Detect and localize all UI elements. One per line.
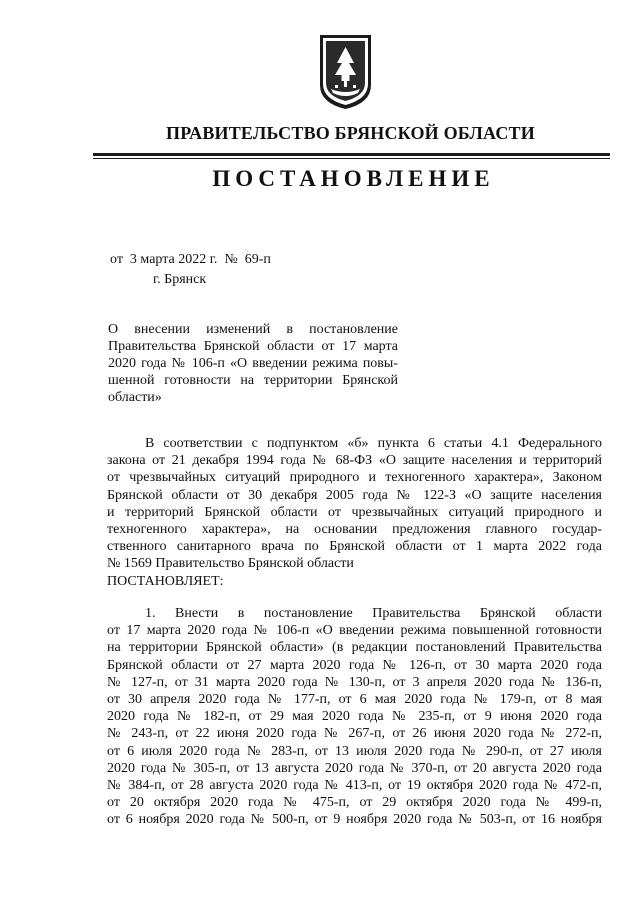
item-1-line: от 6 ноября 2020 года № 500-п, от 9 ноября 2020 года № 503-п, от 16 ноября: [107, 812, 602, 828]
document-subject: [108, 321, 398, 406]
preamble-paragraph: [107, 435, 602, 590]
item-1-line: 2020 года № 305-п, от 13 августа 2020 года № 370-п, от 20 августа 2020 года: [107, 760, 602, 776]
preamble-line: от чрезвычайных ситуаций природного и техногенного характера», Законом: [107, 470, 602, 486]
document-type-title: ПОСТАНОВЛЕНИЕ: [212, 166, 495, 191]
subject-line: области»: [108, 390, 162, 405]
preamble-line: № 1569 Правительство Брянской области: [107, 556, 354, 572]
subject-line: О внесении изменений в постановление: [108, 322, 398, 337]
subject-line: Правительства Брянской области от 17 марта: [108, 339, 398, 354]
header-rule-thin: [93, 158, 610, 159]
subject-line: 2020 года № 106-п «О введении режима повы-: [108, 356, 398, 371]
item-1-line: от 17 марта 2020 года № 106-п «О введении режима повышенной готовности: [107, 623, 602, 639]
item-1-line: от 30 апреля 2020 года № 177-п, от 6 мая 2020 года № 179-п, от 8 мая: [107, 692, 602, 708]
item-1-line: на территории Брянской области» (в редакции постановлений Правительства: [107, 640, 602, 656]
government-name: ПРАВИТЕЛЬСТВО БРЯНСКОЙ ОБЛАСТИ: [166, 123, 535, 143]
item-1-line: 1. Внести в постановление Правительства Брянской области: [145, 606, 602, 621]
item-1-paragraph: [107, 605, 602, 829]
item-1-line: Брянской области от 27 марта 2020 года № 126-п, от 30 марта 2020 года: [107, 657, 602, 673]
document-place: г. Брянск: [153, 272, 207, 287]
item-1-line: 2020 года № 182-п, от 29 мая 2020 года № 235-п, от 9 июня 2020 года: [107, 709, 602, 725]
subject-line: шенной готовности на территории Брянской: [108, 373, 398, 388]
preamble-line: ственного санитарного врача по Брянской области от 1 марта 2022 года: [107, 539, 602, 555]
item-1-line: № 127-п, от 31 марта 2020 года № 130-п, от 3 апреля 2020 года № 136-п,: [107, 674, 602, 690]
preamble-line: Брянской области от 30 декабря 2005 года № 122-З «О защите населения: [107, 487, 602, 503]
preamble-line: В соответствии с подпунктом «б» пункта 6 статьи 4.1 Федерального: [145, 436, 602, 451]
header-rule-thick: [93, 153, 610, 156]
preamble-line: и территорий Брянской области от чрезвычайных ситуаций природного и: [107, 504, 602, 520]
item-1-line: от 6 июля 2020 года № 283-п, от 13 июля 2020 года № 290-п, от 27 июля: [107, 743, 602, 759]
item-1-line: № 243-п, от 22 июня 2020 года № 267-п, от 26 июня 2020 года № 272-п,: [107, 726, 602, 742]
document-date-number: от 3 марта 2022 г. № 69-п: [110, 252, 271, 267]
bryansk-coat-of-arms-icon: [318, 33, 373, 111]
preamble-line: техногенного характера», на основании предложения главного государ-: [107, 522, 602, 538]
item-1-line: № 384-п, от 28 августа 2020 года № 413-п, от 19 октября 2020 года № 472-п,: [107, 778, 602, 794]
preamble-line: закона от 21 декабря 1994 года № 68-ФЗ «О защите населения и территорий: [107, 453, 602, 469]
item-1-line: от 20 октября 2020 года № 475-п, от 29 октября 2020 года № 499-п,: [107, 795, 602, 811]
resolves-heading: ПОСТАНОВЛЯЕТ:: [107, 573, 224, 589]
